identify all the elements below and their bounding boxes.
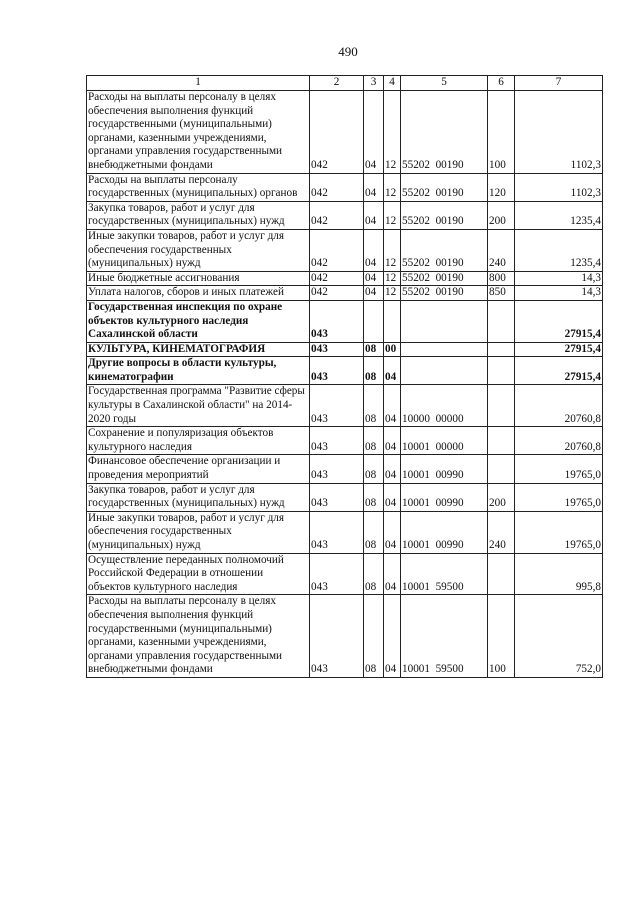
table-row <box>87 385 603 427</box>
row-amount-cell: 27915,4 <box>515 300 603 342</box>
row-amount-cell: 19765,0 <box>515 455 603 483</box>
row-name-cell: Иные закупки товаров, работ и услуг для обеспечения государственных (муниципальных) нужд <box>87 229 310 271</box>
row-pr-cell: 12 <box>384 229 401 271</box>
row-ved-cell: 043 <box>310 342 364 357</box>
table-header-row <box>87 76 603 91</box>
column-header: 4 <box>384 76 401 91</box>
row-rz-cell: 08 <box>364 342 384 357</box>
budget-table <box>86 75 603 678</box>
row-ved-cell: 042 <box>310 286 364 301</box>
row-ved-cell: 042 <box>310 229 364 271</box>
row-csr-cell: 55202 00190 <box>401 173 488 201</box>
row-amount-cell: 19765,0 <box>515 483 603 511</box>
row-rz-cell: 08 <box>364 553 384 595</box>
row-pr-cell: 12 <box>384 201 401 229</box>
row-csr-cell: 55202 00190 <box>401 91 488 174</box>
row-vr-cell: 850 <box>488 286 515 301</box>
row-pr-cell <box>384 300 401 342</box>
row-csr-cell <box>401 357 488 385</box>
row-name-cell: Закупка товаров, работ и услуг для государственных (муниципальных) нужд <box>87 483 310 511</box>
column-header: 1 <box>87 76 310 91</box>
row-rz-cell: 08 <box>364 483 384 511</box>
row-rz-cell: 08 <box>364 385 384 427</box>
row-rz-cell <box>364 300 384 342</box>
row-vr-cell <box>488 385 515 427</box>
row-name-cell: Финансовое обеспечение организации и проведения мероприятий <box>87 455 310 483</box>
row-name-cell: Расходы на выплаты персоналу в целях обеспечения выполнения функций государственными (муниципальными) органами, казенными учреждениями, органами управления государственными внебюджетными фондами <box>87 91 310 174</box>
row-csr-cell: 10001 00990 <box>401 511 488 553</box>
table-row <box>87 173 603 201</box>
table-row <box>87 455 603 483</box>
row-ved-cell: 043 <box>310 300 364 342</box>
table-row <box>87 342 603 357</box>
table-row <box>87 300 603 342</box>
table-row <box>87 595 603 678</box>
row-amount-cell: 752,0 <box>515 595 603 678</box>
row-rz-cell: 08 <box>364 511 384 553</box>
row-amount-cell: 20760,8 <box>515 385 603 427</box>
table-row <box>87 271 603 286</box>
row-amount-cell: 1102,3 <box>515 91 603 174</box>
row-amount-cell: 1235,4 <box>515 201 603 229</box>
row-ved-cell: 043 <box>310 455 364 483</box>
row-vr-cell <box>488 342 515 357</box>
row-vr-cell <box>488 553 515 595</box>
table-row <box>87 553 603 595</box>
row-name-cell: Расходы на выплаты персоналу государственных (муниципальных) органов <box>87 173 310 201</box>
row-pr-cell: 04 <box>384 511 401 553</box>
row-rz-cell: 08 <box>364 357 384 385</box>
row-csr-cell: 55202 00190 <box>401 201 488 229</box>
row-name-cell: Другие вопросы в области культуры, кинематографии <box>87 357 310 385</box>
row-ved-cell: 042 <box>310 91 364 174</box>
row-vr-cell <box>488 357 515 385</box>
row-vr-cell: 200 <box>488 201 515 229</box>
row-name-cell: Расходы на выплаты персоналу в целях обеспечения выполнения функций государственными (муниципальными) органами, казенными учреждениями, органами управления государственными внебюджетными фондами <box>87 595 310 678</box>
row-amount-cell: 27915,4 <box>515 342 603 357</box>
row-rz-cell: 08 <box>364 595 384 678</box>
column-header: 6 <box>488 76 515 91</box>
table-row <box>87 201 603 229</box>
row-amount-cell: 19765,0 <box>515 511 603 553</box>
row-vr-cell <box>488 300 515 342</box>
row-rz-cell: 04 <box>364 173 384 201</box>
row-name-cell: Закупка товаров, работ и услуг для государственных (муниципальных) нужд <box>87 201 310 229</box>
row-vr-cell: 240 <box>488 229 515 271</box>
row-name-cell: Сохранение и популяризация объектов культурного наследия <box>87 427 310 455</box>
column-header: 5 <box>401 76 488 91</box>
row-rz-cell: 04 <box>364 286 384 301</box>
row-pr-cell: 04 <box>384 595 401 678</box>
row-ved-cell: 043 <box>310 483 364 511</box>
table-row <box>87 286 603 301</box>
row-csr-cell: 10001 00000 <box>401 427 488 455</box>
row-vr-cell: 200 <box>488 483 515 511</box>
column-header: 7 <box>515 76 603 91</box>
row-pr-cell: 12 <box>384 91 401 174</box>
row-csr-cell <box>401 342 488 357</box>
row-amount-cell: 14,3 <box>515 271 603 286</box>
row-csr-cell <box>401 300 488 342</box>
row-ved-cell: 042 <box>310 271 364 286</box>
row-csr-cell: 55202 00190 <box>401 229 488 271</box>
row-amount-cell: 20760,8 <box>515 427 603 455</box>
row-csr-cell: 10001 59500 <box>401 595 488 678</box>
row-rz-cell: 04 <box>364 229 384 271</box>
row-csr-cell: 10001 00990 <box>401 455 488 483</box>
row-ved-cell: 043 <box>310 427 364 455</box>
page-number: 490 <box>338 44 358 59</box>
row-amount-cell: 995,8 <box>515 553 603 595</box>
row-rz-cell: 04 <box>364 201 384 229</box>
row-rz-cell: 04 <box>364 91 384 174</box>
row-pr-cell: 12 <box>384 271 401 286</box>
row-csr-cell: 10001 00990 <box>401 483 488 511</box>
row-ved-cell: 043 <box>310 553 364 595</box>
table-row <box>87 91 603 174</box>
row-vr-cell: 800 <box>488 271 515 286</box>
row-ved-cell: 042 <box>310 173 364 201</box>
column-header: 3 <box>364 76 384 91</box>
row-ved-cell: 043 <box>310 595 364 678</box>
row-pr-cell: 04 <box>384 455 401 483</box>
table-row <box>87 483 603 511</box>
row-pr-cell: 04 <box>384 553 401 595</box>
table-row <box>87 229 603 271</box>
row-pr-cell: 12 <box>384 286 401 301</box>
row-pr-cell: 04 <box>384 357 401 385</box>
row-csr-cell: 10001 59500 <box>401 553 488 595</box>
row-pr-cell: 04 <box>384 427 401 455</box>
row-amount-cell: 1102,3 <box>515 173 603 201</box>
row-csr-cell: 55202 00190 <box>401 286 488 301</box>
table-row <box>87 427 603 455</box>
row-amount-cell: 1235,4 <box>515 229 603 271</box>
row-ved-cell: 043 <box>310 385 364 427</box>
table-row <box>87 357 603 385</box>
row-vr-cell: 120 <box>488 173 515 201</box>
row-name-cell: Государственная программа "Развитие сферы культуры в Сахалинской области" на 2014-2020 годы <box>87 385 310 427</box>
row-csr-cell: 55202 00190 <box>401 271 488 286</box>
row-pr-cell: 04 <box>384 385 401 427</box>
row-amount-cell: 14,3 <box>515 286 603 301</box>
row-rz-cell: 08 <box>364 427 384 455</box>
row-name-cell: Государственная инспекция по охране объектов культурного наследия Сахалинской области <box>87 300 310 342</box>
row-vr-cell <box>488 427 515 455</box>
row-vr-cell: 100 <box>488 595 515 678</box>
row-name-cell: Осуществление переданных полномочий Российской Федерации в отношении объектов культурного наследия <box>87 553 310 595</box>
table-row <box>87 511 603 553</box>
row-ved-cell: 043 <box>310 357 364 385</box>
row-name-cell: КУЛЬТУРА, КИНЕМАТОГРАФИЯ <box>87 342 310 357</box>
row-amount-cell: 27915,4 <box>515 357 603 385</box>
row-rz-cell: 04 <box>364 271 384 286</box>
row-vr-cell: 100 <box>488 91 515 174</box>
row-vr-cell: 240 <box>488 511 515 553</box>
row-vr-cell <box>488 455 515 483</box>
row-ved-cell: 043 <box>310 511 364 553</box>
row-pr-cell: 12 <box>384 173 401 201</box>
row-ved-cell: 042 <box>310 201 364 229</box>
row-pr-cell: 04 <box>384 483 401 511</box>
row-rz-cell: 08 <box>364 455 384 483</box>
row-name-cell: Иные бюджетные ассигнования <box>87 271 310 286</box>
row-csr-cell: 10000 00000 <box>401 385 488 427</box>
row-name-cell: Уплата налогов, сборов и иных платежей <box>87 286 310 301</box>
column-header: 2 <box>310 76 364 91</box>
row-pr-cell: 00 <box>384 342 401 357</box>
row-name-cell: Иные закупки товаров, работ и услуг для обеспечения государственных (муниципальных) нужд <box>87 511 310 553</box>
